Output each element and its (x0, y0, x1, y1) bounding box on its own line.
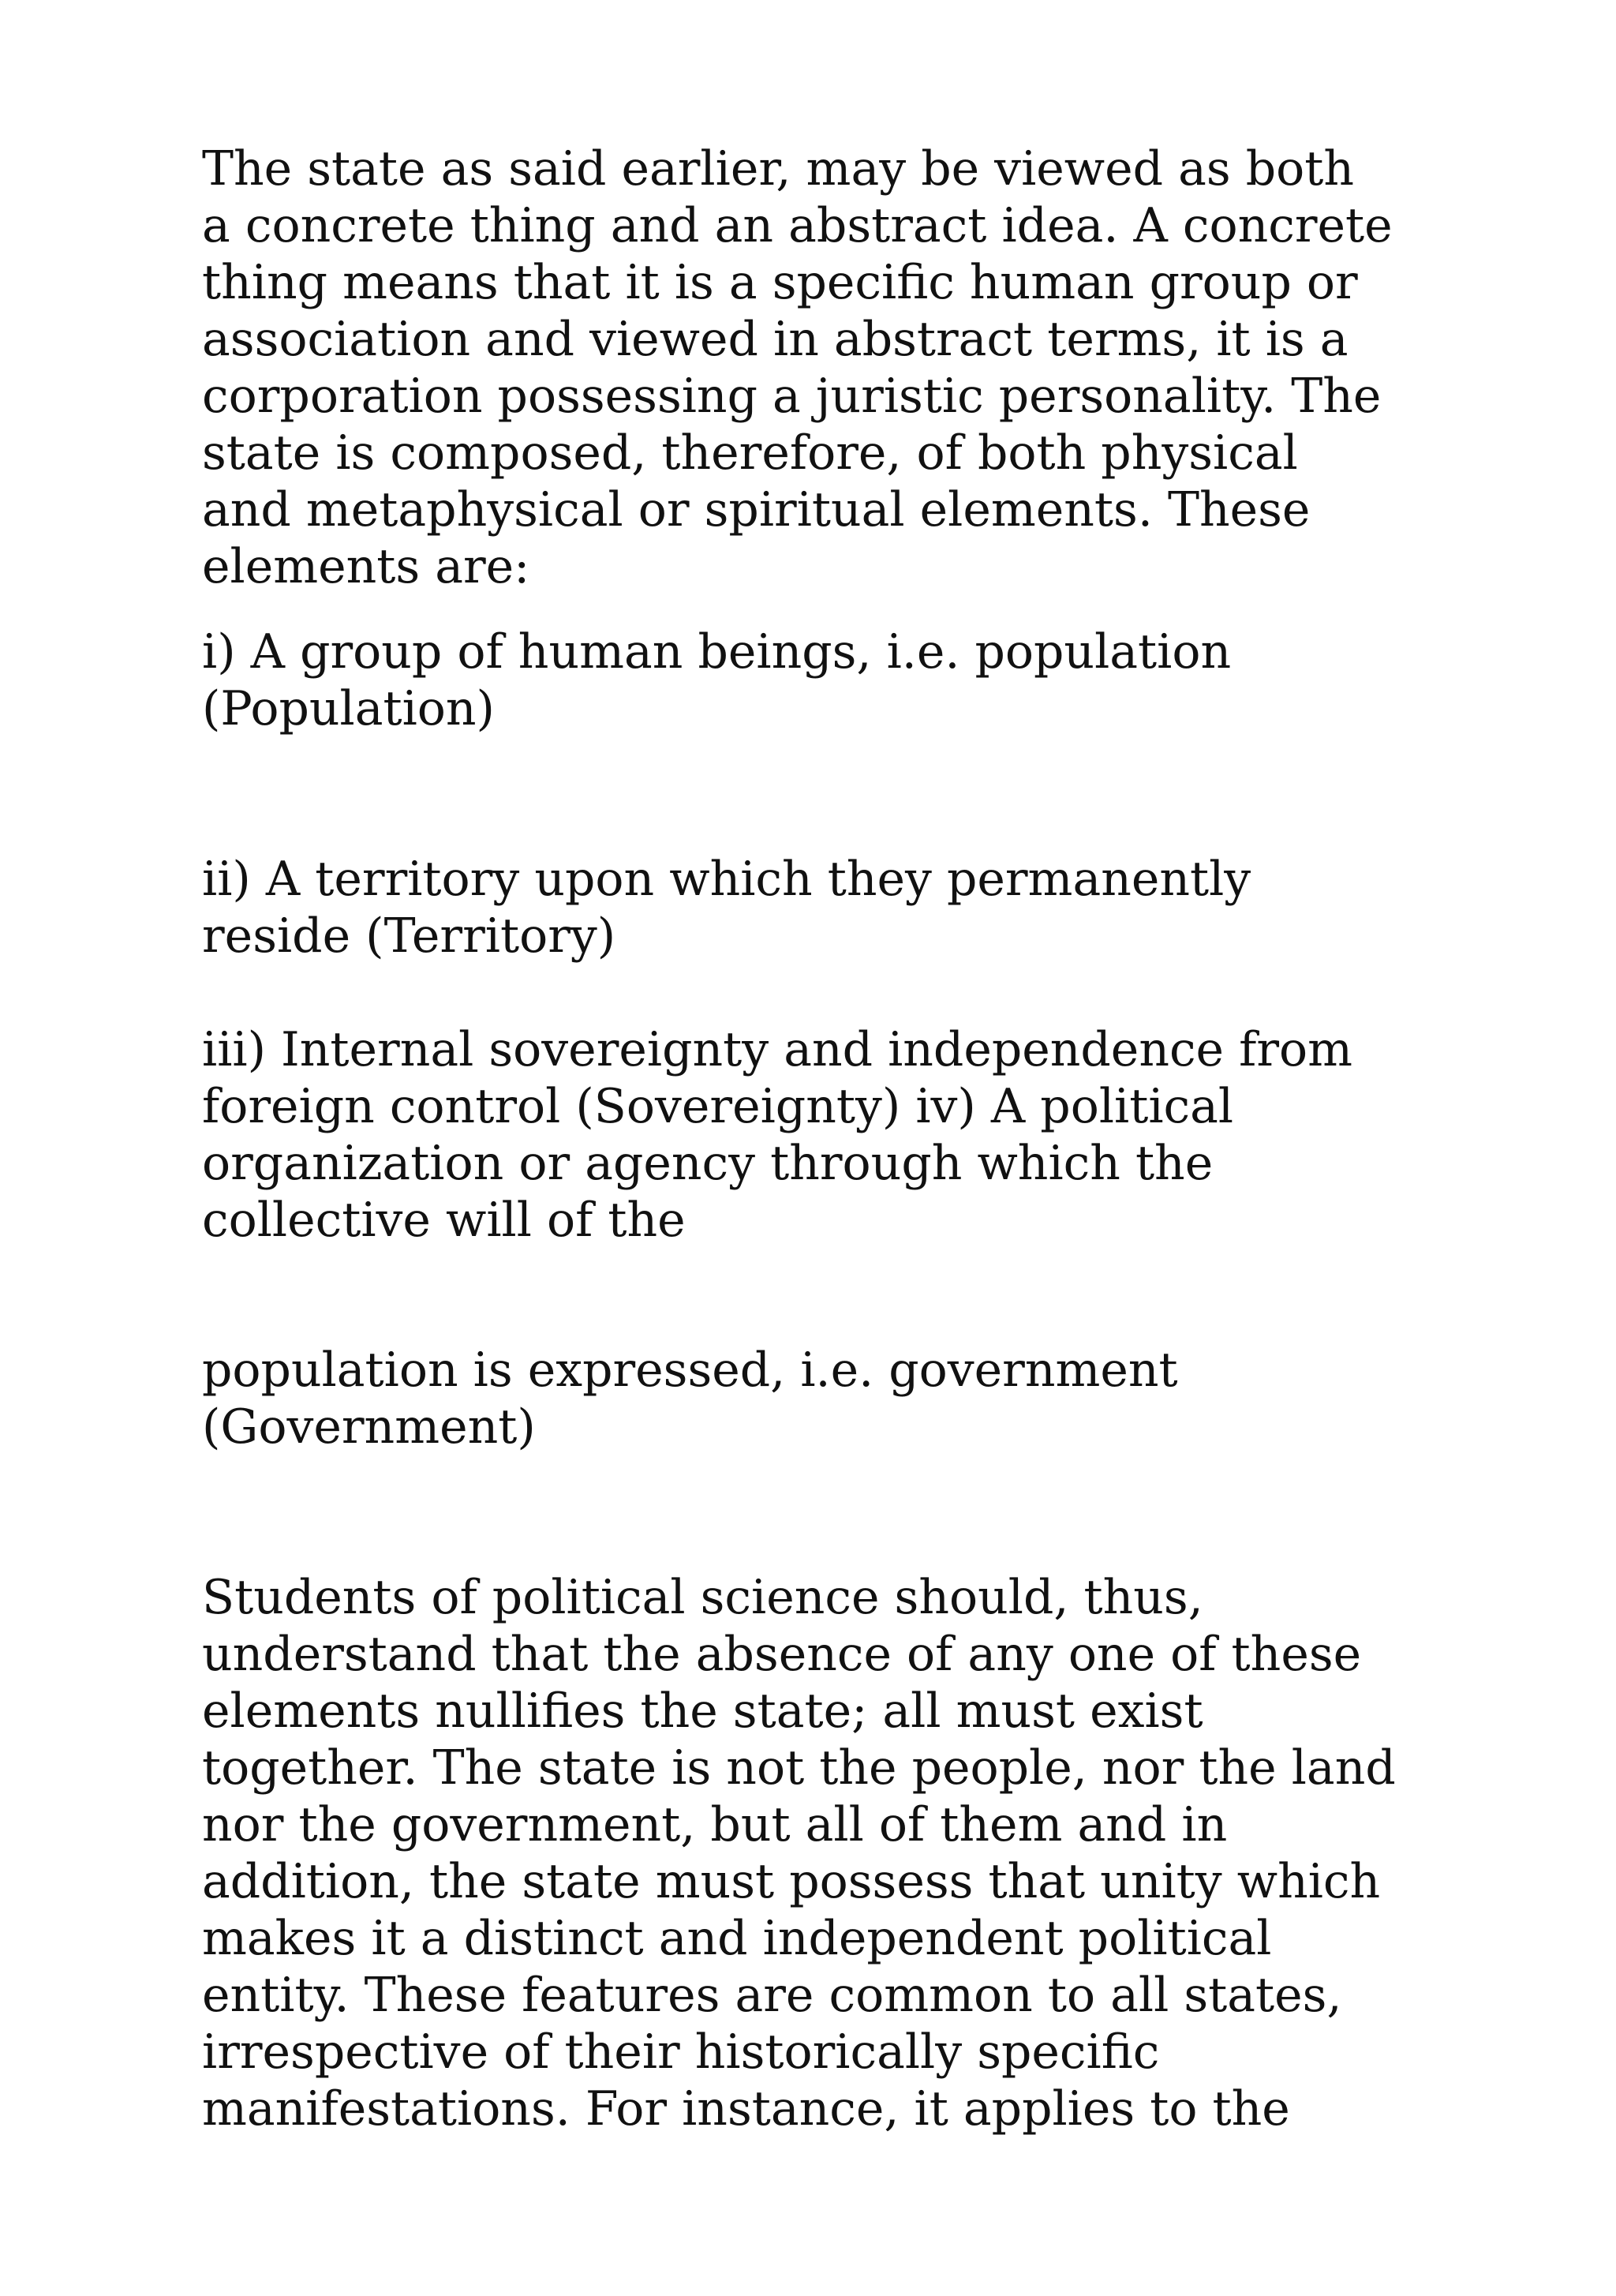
list-item-sovereignty-government: iii) Internal sovereignty and independence from foreign control (Sovereignty) iv) A political organization or agency through which the collective will of the (202, 1022, 1353, 1248)
list-item-government-continued: population is expressed, i.e. government (Government) (202, 1343, 1178, 1455)
paragraph-intro: The state as said earlier, may be viewed as both a concrete thing and an abstract idea. A concrete thing means that it is a specific human group or association and viewed in abstract terms, it is a corporation possessing a juristic personality. The state is composed, therefore, of both physical and metaphysical or spiritual elements. These elements are: (202, 141, 1393, 594)
list-item-population: i) A group of human beings, i.e. population (Population) (202, 624, 1232, 736)
paragraph-conclusion: Students of political science should, thus, understand that the absence of any one of these elements nullifies the state; all must exist together. The state is not the people, nor the land nor the government, but all of them and in addition, the state must possess that unity which makes it a distinct and independent political entity. These features are common to all states, irrespective of their historically specific manifestations. For instance, it applies to the (202, 1570, 1396, 2137)
list-item-territory: ii) A territory upon which they permanently reside (Territory) (202, 852, 1251, 964)
